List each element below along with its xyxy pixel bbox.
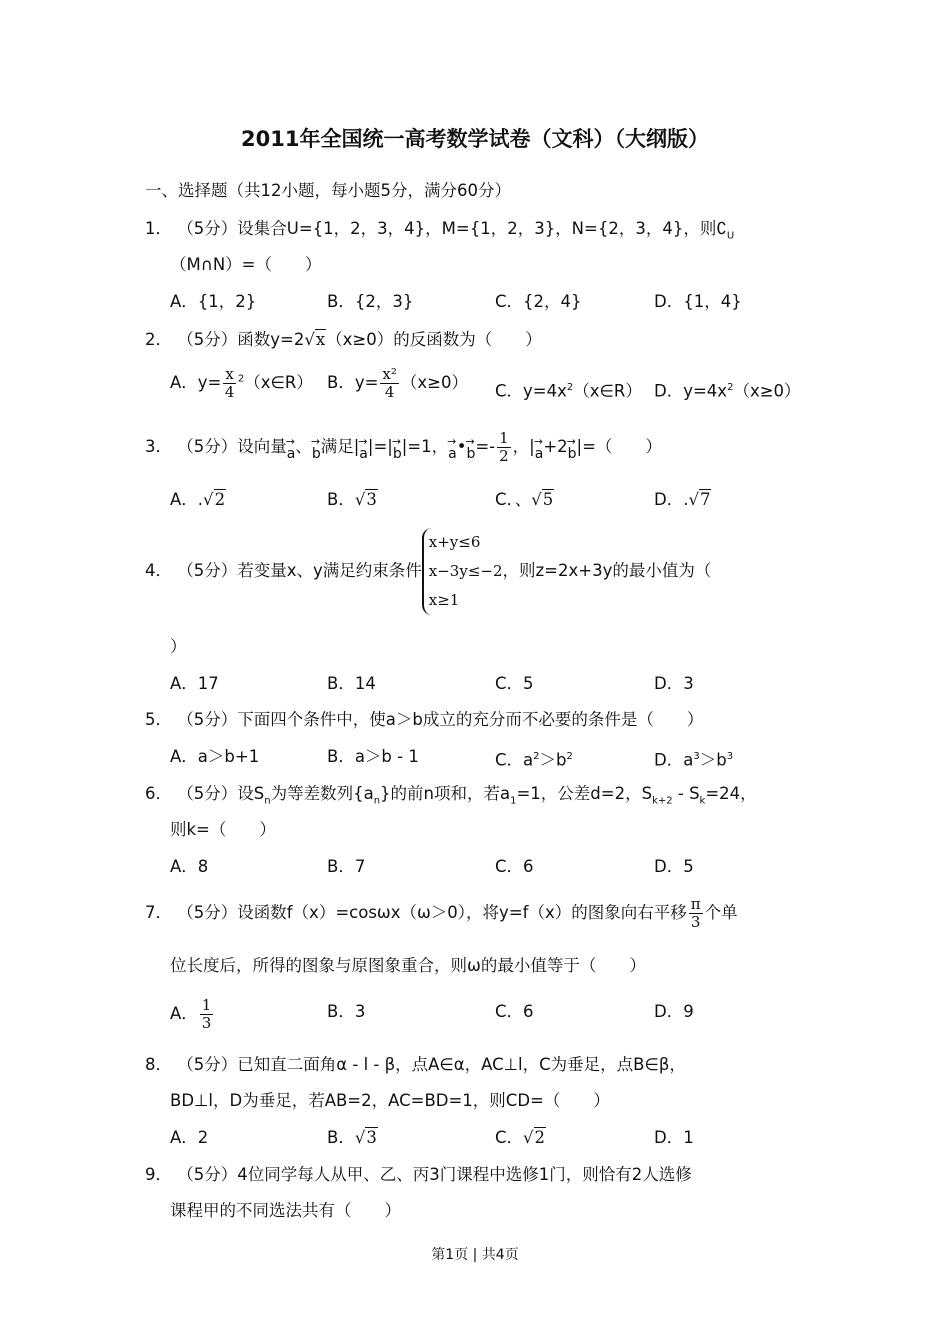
question-4-line2: ）	[170, 637, 187, 656]
page-title: 2011年全国统一高考数学试卷（文科）（大纲版）	[241, 127, 709, 151]
question-4-line1: 4． （5分）若变量x、y满足约束条件x+y≤6 x−3y≤−2 x≥1，则z=2x+3y的最小值为（	[145, 528, 711, 615]
option-c: C．、√5	[495, 490, 554, 509]
option-b: B．√3	[327, 490, 377, 509]
option-a: A．.√2	[170, 490, 226, 509]
option-d: D．3	[654, 674, 694, 693]
sqrt-x: √x	[304, 330, 326, 349]
option-d: D．$y=4x^2(x\ge 0)$	[654, 381, 801, 401]
option-c: C．$y=4x^2(x\in R)$	[495, 381, 642, 401]
option-a: A．2	[170, 1128, 209, 1147]
option-d: D．$a^3>b^3$	[654, 750, 734, 770]
option-d: D．{1，4}	[654, 292, 742, 311]
option-b: B．7	[327, 857, 366, 876]
option-a: A． $\frac{1}{3}$	[170, 996, 212, 1032]
question-6-line1: 6． （5分）设$S_n$为等差数列$\{a_n\}$的前n项和，若$a_1=1$，公差d=2，$S_{k+2} - S_k=24$，	[145, 784, 757, 807]
option-a: A．17	[170, 674, 219, 693]
question-5-line1: 5． （5分）下面四个条件中，使a＞b成立的充分而不必要的条件是（ ）	[145, 710, 704, 729]
constraint-system: x+y≤6 x−3y≤−2 x≥1	[422, 528, 503, 615]
option-d: D．5	[654, 857, 694, 876]
question-8-line1: 8． （5分）已知直二面角α - l - β，点A∈α，AC⊥l，C为垂足，点B∈β，	[145, 1055, 686, 1074]
option-b: B．3	[327, 1002, 366, 1021]
question-7-line1: 7． （5分）设函数f（x）=cosωx（ω＞0），将y=f（x）的图象向右平移 $\frac{\pi}{3}$ 个单	[145, 895, 738, 931]
question-9-line2: 课程甲的不同选法共有（ ）	[170, 1201, 401, 1220]
question-2-line1: 2． （5分）函数y=2√x（x≥0）的反函数为（ ）	[145, 330, 542, 349]
question-7-line2: 位长度后，所得的图象与原图象重合，则ω的最小值等于（ ）	[170, 956, 646, 975]
option-b: B．√3	[327, 1128, 377, 1147]
option-d: D．.√7	[654, 490, 711, 509]
option-c: C．{2，4}	[495, 292, 582, 311]
option-b: B．a＞b - 1	[327, 747, 419, 766]
option-c: C．√2	[495, 1128, 546, 1147]
option-a: A．a＞b+1	[170, 747, 260, 766]
question-1-line1: 1． （5分）设集合U={1，2，3，4}，M={1，2，3}，N={2，3，4}，则$∁_U$	[145, 219, 735, 242]
question-3-line1: 3． （5分）设向量→ a、→ b满足|→ a|=|→ b|=1，→ a•→ b=- $\frac{1}{2}$ ，|→ a+2→ b|=（ ）	[145, 430, 662, 465]
option-b: B．14	[327, 674, 376, 693]
option-c: C．$a^2>b^2$	[495, 750, 573, 770]
option-c: C．6	[495, 857, 534, 876]
option-b: B．{2，3}	[327, 292, 414, 311]
option-a: A．{1，2}	[170, 292, 257, 311]
option-a: A．y= $\frac{x}{4}$ $^2$（x∈R）	[170, 365, 313, 401]
question-9-line1: 9． （5分）4位同学每人从甲、乙、丙3门课程中选修1门，则恰有2人选修	[145, 1165, 692, 1184]
option-d: D．9	[654, 1002, 694, 1021]
option-b: B．y= $\frac{\text{x²}}{4}$ （x≥0）	[327, 365, 468, 401]
question-8-line2: BD⊥l，D为垂足，若AB=2，AC=BD=1，则CD=（ ）	[170, 1091, 610, 1110]
option-c: C．6	[495, 1002, 534, 1021]
question-6-line2: 则k=（ ）	[170, 820, 276, 839]
question-1-line2: （M∩N）=（ ）	[170, 255, 322, 274]
option-d: D．1	[654, 1128, 694, 1147]
page-footer: 第1页 | 共4页	[431, 1247, 519, 1263]
option-c: C．5	[495, 674, 534, 693]
option-a: A．8	[170, 857, 209, 876]
section-heading: 一、选择题（共12小题，每小题5分，满分60分）	[145, 181, 511, 200]
